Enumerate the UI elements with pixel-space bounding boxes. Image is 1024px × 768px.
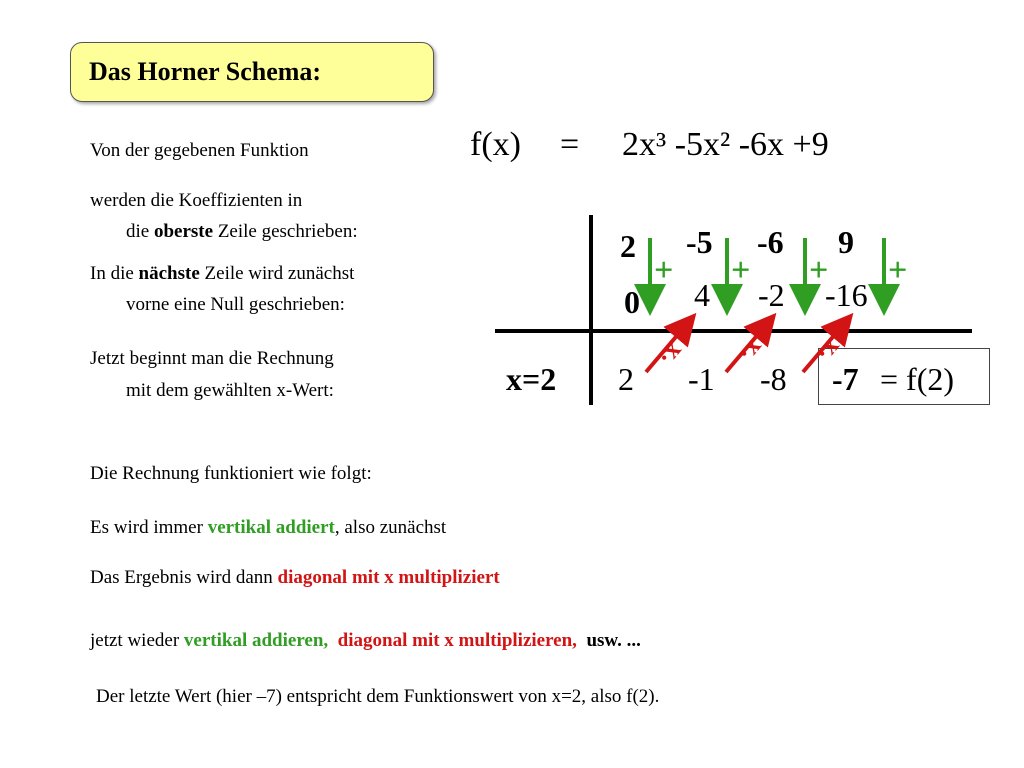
middle-3: -2 (758, 277, 785, 313)
x-value-label: x=2 (506, 361, 557, 397)
text-coefficients: werden die Koeffizienten in (90, 190, 303, 211)
formula-lhs: f(x) (470, 126, 521, 163)
text-vertical-add: Es wird immer vertikal addiert, also zunächst (90, 517, 447, 538)
middle-4: -16 (825, 277, 868, 313)
text-zero-first: vorne eine Null geschrieben: (126, 294, 345, 315)
coef-top-2: -5 (686, 224, 713, 260)
mult-label-3: ·x (808, 331, 845, 367)
page-title: Das Horner Schema: (89, 57, 322, 86)
formula-rhs: 2x³ -5x² -6x +9 (622, 126, 829, 163)
text-last-value: Der letzte Wert (hier –7) entspricht dem Funktionswert von x=2, also f(2). (96, 686, 660, 707)
text-diagonal-mult: Das Ergebnis wird dann diagonal mit x multipliziert (90, 567, 500, 588)
middle-2: 4 (694, 277, 710, 313)
plus-2: + (731, 252, 751, 289)
text-repeat: jetzt wieder vertikal addieren, diagonal mit x multiplizieren, usw. ... (90, 630, 641, 651)
formula-eq: = (560, 126, 580, 163)
text-next-row: In die nächste Zeile wird zunächst (90, 263, 355, 284)
coef-top-4: 9 (838, 224, 854, 260)
bottom-4-result: -7 (832, 361, 859, 397)
text-chosen-x: mit dem gewählten x-Wert: (126, 380, 334, 401)
text-given-function: Von der gegebenen Funktion (90, 140, 309, 161)
plus-3: + (809, 252, 829, 289)
plus-4: + (888, 252, 908, 289)
result-equals-f2: = f(2) (880, 361, 955, 397)
middle-1: 0 (624, 284, 640, 320)
text-start-calculation: Jetzt beginnt man die Rechnung (90, 348, 334, 369)
coef-top-1: 2 (620, 228, 636, 264)
bottom-1: 2 (618, 361, 634, 397)
bottom-3: -8 (760, 361, 787, 397)
text-top-row: die oberste Zeile geschrieben: (126, 221, 358, 242)
mult-label-1: ·x (650, 335, 687, 371)
text-how-it-works: Die Rechnung funktioniert wie folgt: (90, 463, 372, 484)
coef-top-3: -6 (757, 224, 784, 260)
mult-label-2: ·x (730, 331, 767, 367)
bottom-2: -1 (688, 361, 715, 397)
plus-1: + (654, 252, 674, 289)
